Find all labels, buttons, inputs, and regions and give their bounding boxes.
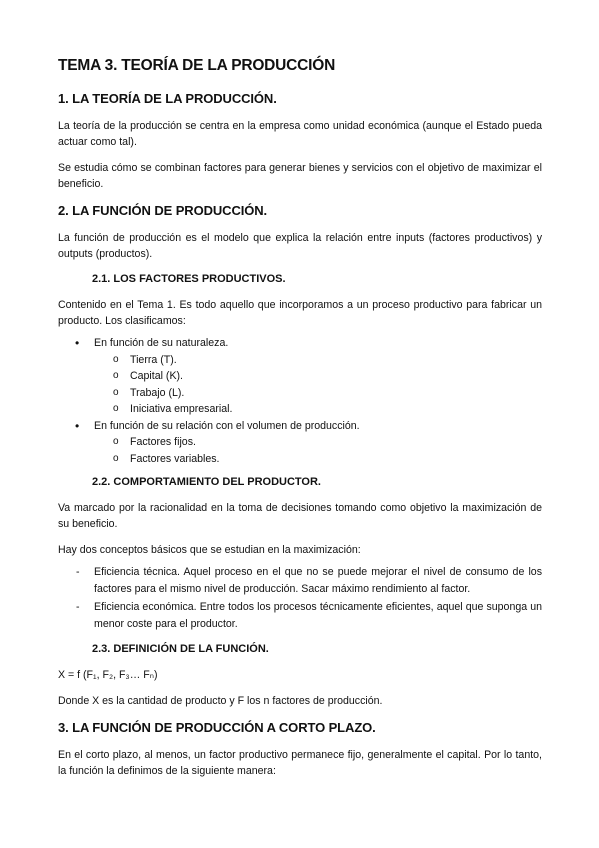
- document-title: TEMA 3. TEORÍA DE LA PRODUCCIÓN: [58, 57, 336, 74]
- subsection-2-3-heading: 2.3. DEFINICIÓN DE LA FUNCIÓN.: [92, 643, 269, 655]
- sub-list-item: o Factores variables.: [58, 451, 542, 468]
- section-2-paragraph-1: La función de producción es el modelo que explica la relación entre inputs (factores productivos) y outputs (productos).: [58, 232, 542, 260]
- subsection-2-1-heading: 2.1. LOS FACTORES PRODUCTIVOS.: [92, 273, 286, 285]
- sub-list-item: o Tierra (T).: [58, 352, 542, 369]
- sub-list-item: o Trabajo (L).: [58, 385, 542, 402]
- section-2-heading: 2. LA FUNCIÓN DE PRODUCCIÓN.: [58, 203, 268, 218]
- bullet-label: En función de su naturaleza.: [94, 337, 229, 349]
- section-1-heading: 1. LA TEORÍA DE LA PRODUCCIÓN.: [58, 91, 277, 106]
- subsection-2-2-heading: 2.2. COMPORTAMIENTO DEL PRODUCTOR.: [92, 476, 321, 488]
- section-3-paragraph-1: En el corto plazo, al menos, un factor productivo permanece fijo, generalmente el capital. Por lo tanto, la función la definimos de la siguiente manera:: [58, 749, 542, 777]
- subsection-2-1-paragraph: Contenido en el Tema 1. Es todo aquello que incorporamos a un proceso productivo para fabricar un producto. Los clasificamos:: [58, 299, 542, 327]
- sub-list: [94, 352, 542, 418]
- sub-list-item: o Factores fijos.: [58, 434, 542, 451]
- sub-list-item: o Capital (K).: [58, 368, 542, 385]
- sub-list: [94, 434, 542, 467]
- document-page: [58, 56, 542, 789]
- bullet-label: En función de su relación con el volumen de producción.: [94, 419, 360, 432]
- dash-item: - Eficiencia económica. Entre todos los procesos técnicamente eficientes, aquel que suponga un menor coste para el productor.: [58, 599, 542, 632]
- factor-classification-list: [58, 335, 542, 467]
- section-1-paragraph-2: Se estudia cómo se combinan factores para generar bienes y servicios con el objetivo de maximizar el beneficio.: [58, 162, 542, 190]
- dash-item: - Eficiencia técnica. Aquel proceso en el que no se puede mejorar el nivel de consumo de los factores para el mismo nivel de producción. Sacar máximo rendimiento al factor.: [58, 564, 542, 597]
- bullet-item: [58, 335, 542, 418]
- efficiency-list: [58, 564, 542, 632]
- subsection-2-2-paragraph-2: Hay dos conceptos básicos que se estudian en la maximización:: [58, 544, 361, 556]
- sub-list-item: o Iniciativa empresarial.: [58, 401, 542, 418]
- subsection-2-2-paragraph-1: Va marcado por la racionalidad en la toma de decisiones tomando como objetivo la maximización de su beneficio.: [58, 502, 542, 530]
- section-1-paragraph-1: La teoría de la producción se centra en la empresa como unidad económica (aunque el Estado pueda actuar como tal).: [58, 120, 542, 148]
- bullet-item: [58, 418, 542, 468]
- section-3-heading: 3. LA FUNCIÓN DE PRODUCCIÓN A CORTO PLAZO.: [58, 720, 376, 735]
- production-function-formula: X = f (F₁, F₂, F₃… Fₙ): [58, 669, 158, 681]
- subsection-2-3-paragraph: Donde X es la cantidad de producto y F los n factores de producción.: [58, 695, 383, 707]
